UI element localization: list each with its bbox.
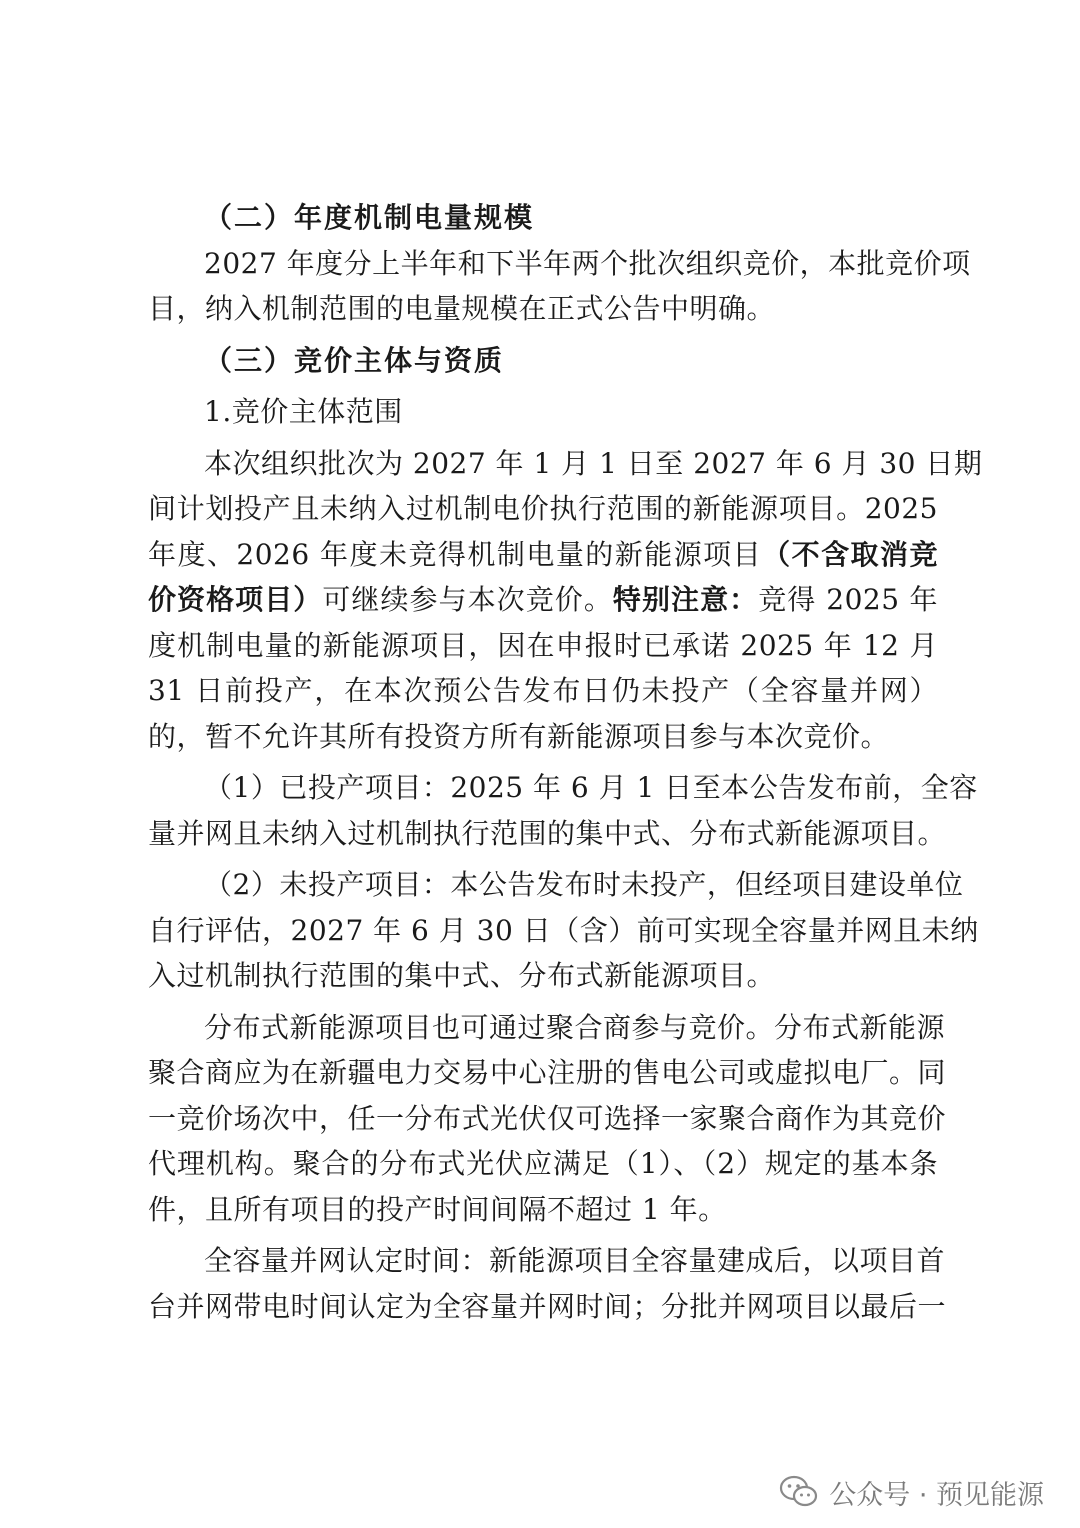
watermark-text: 公众号 · 预见能源 xyxy=(829,1479,1044,1511)
paragraph-line: 聚合商应为在新疆电力交易中心注册的售电公司或虚拟电厂。同 xyxy=(148,1056,947,1089)
document-page xyxy=(148,195,983,1329)
paragraph-line: （1）已投产项目：2025 年 6 月 1 日至本公告发布前，全容 xyxy=(204,771,978,804)
section-heading-bidding-subjects: （三）竞价主体与资质 xyxy=(204,343,505,377)
paragraph-line: 目，纳入机制范围的电量规模在正式公告中明确。 xyxy=(148,292,776,325)
wechat-icon xyxy=(779,1475,819,1509)
paragraph-line: 台并网带电时间认定为全容量并网时间；分批并网项目以最后一 xyxy=(148,1289,947,1323)
paragraph-line: （2）未投产项目：本公告发布时未投产，但经项目建设单位 xyxy=(204,868,964,901)
paragraph-line: 一竞价场次中，任一分布式光伏仅可选择一家聚合商作为其竞价 xyxy=(148,1101,947,1135)
paragraph-line: 的，暂不允许其所有投资方所有新能源项目参与本次竞价。 xyxy=(148,719,890,753)
text-run: 可继续参与本次竞价。 xyxy=(322,583,613,616)
subheading-scope: 1.竞价主体范围 xyxy=(204,395,403,428)
bold-text-run: （不含取消竞 xyxy=(762,537,938,571)
paragraph-line: 代理机构。聚合的分布式光伏应满足（1）、（2）规定的基本条 xyxy=(148,1147,938,1180)
text-run: 竞得 2025 年 xyxy=(758,583,938,616)
paragraph-line: 自行评估，2027 年 6 月 30 日（含）前可实现全容量并网且未纳 xyxy=(148,913,979,947)
paragraph-line: 本次组织批次为 2027 年 1 月 1 日至 2027 年 6 月 30 日期 xyxy=(204,446,983,480)
paragraph-line: 件，且所有项目的投产时间间隔不超过 1 年。 xyxy=(148,1192,727,1226)
watermark xyxy=(779,1472,1044,1512)
bold-text-run: 价资格项目） xyxy=(148,583,323,616)
paragraph-line: 间计划投产且未纳入过机制电价执行范围的新能源项目。2025 xyxy=(148,492,938,525)
paragraph-line xyxy=(148,532,938,578)
paragraph-line: 全容量并网认定时间：新能源项目全容量建成后，以项目首 xyxy=(204,1244,946,1277)
paragraph-line: 入过机制执行范围的集中式、分布式新能源项目。 xyxy=(148,959,776,992)
paragraph-line xyxy=(148,577,938,623)
bold-text-run: 特别注意： xyxy=(612,583,759,616)
paragraph-line: 分布式新能源项目也可通过聚合商参与竞价。分布式新能源 xyxy=(204,1010,946,1044)
paragraph-line: 度机制电量的新能源项目，因在申报时已承诺 2025 年 12 月 xyxy=(148,628,938,662)
paragraph-line: 2027 年度分上半年和下半年两个批次组织竞价，本批竞价项 xyxy=(204,246,971,280)
text-run: 年度、2026 年度未竞得机制电量的新能源项目 xyxy=(148,537,763,571)
section-heading-annual-volume: （二）年度机制电量规模 xyxy=(204,201,535,234)
paragraph-line: 量并网且未纳入过机制执行范围的集中式、分布式新能源项目。 xyxy=(148,816,947,850)
paragraph-line: 31 日前投产，在本次预公告发布日仍未投产（全容量并网） xyxy=(148,674,938,707)
